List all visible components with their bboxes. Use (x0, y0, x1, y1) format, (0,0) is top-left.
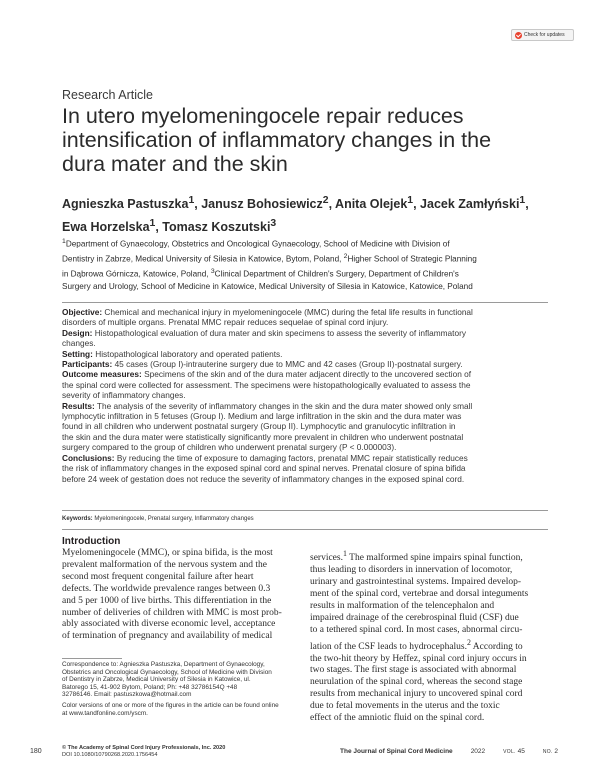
body-text: services. (310, 553, 343, 564)
issue-label: NO. (542, 749, 553, 755)
author-name: Janusz Bohosiewicz (201, 197, 323, 212)
author-affiliation-sup: 1 (519, 195, 526, 206)
author-name: Tomasz Koszutski (162, 220, 271, 235)
body-text-line (310, 548, 548, 565)
copyright-block (62, 745, 225, 759)
body-text-line (310, 637, 548, 654)
abstract-section-label: Results: (62, 400, 95, 411)
intro-column-left (62, 548, 298, 643)
body-text: results in malformation of the telencephalon and (310, 600, 495, 611)
abstract-text: changes. (62, 338, 96, 349)
abstract-text: disorders of multiple organs. Prenatal MMC repair reduces sequelae of spinal cord injury. (62, 317, 389, 328)
affiliation-text: Clinical Department of Children's Surgery, Department of Children's (214, 269, 459, 279)
check-for-updates-button[interactable] (511, 29, 574, 41)
body-text-line (310, 625, 548, 637)
abstract-line (62, 432, 548, 442)
body-text-line: Myelomeningocele (MMC), or spina bifida, is the most (62, 548, 273, 558)
affiliation-line (62, 281, 547, 293)
keywords-text: Myelomeningocele, Prenatal surgery, Inflammatory changes (92, 516, 254, 522)
footnote-line: of Dentistry in Zabrze, Medical University of Silesia in Katowice, ul. (62, 676, 251, 684)
body-text: the two-hit theory by Heffez, spinal cord injury occurs in (310, 653, 527, 664)
abstract-text: Chemical and mechanical injury in myelomeningocele (MMC) during the fetal life results in functional (102, 307, 473, 317)
author-line: Agnieszka Pastuszka$^1$, Janusz Bohosiewicz$^2$, Anita Olejek$^1$, Jacek Zamłyński$^1$, (62, 195, 529, 212)
author-list (62, 191, 562, 237)
abstract-text: The analysis of the severity of inflammatory changes in the skin and the dura mater showed only small (94, 400, 473, 411)
affiliations (62, 236, 547, 293)
body-text-line (310, 565, 548, 577)
affiliation-text: Surgery and Urology, School of Medicine in Katowice, Medical University of Silesia in Katowice, Katowice, Poland (62, 281, 473, 291)
volume-label: VOL. (503, 749, 516, 755)
body-text: neurulation of the spinal cord, whereas the second stage (310, 677, 523, 688)
body-text-line: prevalent malformation of the nervous system and the (62, 559, 267, 570)
journal-year: 2022 (470, 748, 486, 755)
keywords (62, 516, 254, 522)
color-note-line: at www.tandfonline.com/yscm. (62, 709, 148, 717)
body-text-line: number of deliveries of children with MMC is most prob- (62, 607, 282, 618)
abstract-line (62, 380, 548, 390)
abstract-text: 45 cases (Group I)-intrauterine surgery due to MMC and 42 cases (Group II)-postnatal surgery. (112, 359, 463, 370)
abstract-text: the spinal cord were collected for assessment. The specimens were histopathologically evaluated to assess the (62, 379, 471, 390)
abstract-line (62, 421, 548, 431)
affiliation-line (62, 266, 547, 281)
doi-line: DOI 10.1080/10790268.2020.1756454 (62, 752, 158, 758)
affiliation-sup: 2 (343, 252, 348, 260)
footnote-line: Batorego 15, 41-902 Bytom, Poland; Ph: +48 32786154Q +48 (62, 683, 238, 691)
article-type: Research Article (62, 88, 154, 102)
affiliation-line (62, 236, 547, 251)
abstract-text: Specimens of the skin and of the dura mater adjacent directly to the uncovered section of (141, 369, 472, 380)
affiliation-text: in Dąbrowa Górnicza, Katowice, Poland, (62, 269, 211, 279)
abstract-line (62, 401, 548, 411)
footnote-line: Correspondence to: Agnieszka Pastuszka, Department of Gynaecology, (62, 661, 265, 668)
body-text: impaired drainage of the cerebrospinal fluid (CSF) due (310, 612, 519, 623)
affiliation-text: Higher School of Strategic Planning (347, 254, 477, 264)
abstract-line (62, 474, 548, 484)
update-check-icon (515, 32, 522, 39)
abstract-section-label: Design: (62, 327, 93, 338)
abstract-section-label: Outcome measures: (62, 369, 142, 380)
author-affiliation-sup: 1 (188, 195, 195, 206)
journal-footer (340, 748, 558, 755)
abstract-text: the risk of inflammatory changes in the exposed spinal cord and spinal nerves. Prenatal closure of spina bifida (62, 463, 466, 474)
title-line: dura mater and the skin (62, 152, 288, 176)
abstract-line (62, 359, 548, 369)
author-name: Jacek Zamłyński (420, 197, 520, 212)
abstract-text: severity of inflammatory changes. (62, 390, 186, 401)
author-affiliation-sup: 1 (149, 218, 156, 230)
author-name: Anita Olejek (335, 197, 408, 212)
page-number: 180 (30, 748, 42, 755)
paper-title (62, 104, 562, 176)
abstract-text: surgery compared to the group of children who underwent prenatal surgery (P < 0.000003). (62, 442, 397, 453)
body-text: to a tethered spinal cord. In most cases, abnormal circu- (310, 624, 523, 635)
abstract-top-rule (62, 302, 548, 303)
body-text-line (310, 665, 548, 677)
body-text-line (310, 613, 548, 625)
abstract-line (62, 338, 548, 348)
color-note-line: Color versions of one or more of the figures in the article can be found online (62, 701, 279, 709)
author-affiliation-sup: 2 (322, 195, 329, 206)
abstract-line (62, 411, 548, 421)
body-text-line: ably associated with diverse economic level, acceptance (62, 619, 276, 630)
body-text: due to fetal movements in the uterus and the toxic (310, 701, 500, 712)
abstract-section-label: Participants: (62, 359, 113, 370)
footnote-line: 32786146. Email: pastuszkowa@hotmail.com (62, 691, 192, 699)
body-text-line: of termination of pregnancy and availability of medical (62, 631, 273, 642)
abstract-line (62, 453, 548, 463)
body-text: two stages. The first stage is associated with abnormal (310, 665, 517, 676)
title-line: intensification of inflammatory changes in the (62, 128, 492, 152)
body-text-line (310, 701, 548, 713)
abstract-line (62, 390, 548, 400)
abstract-section-label: Objective: (62, 307, 103, 317)
body-text-line (310, 601, 548, 613)
author-name: Agnieszka Pastuszka (62, 197, 189, 212)
title-line: In utero myelomeningocele repair reduces (62, 104, 464, 128)
abstract-text: found in all children who underwent postnatal surgery (Group II). Lymphocytic and granulocytic infiltration in (62, 421, 456, 432)
abstract-text: the skin and the dura mater were statistically significantly more prevalent in children who underwent postnatal (62, 431, 464, 442)
body-text: effect of the amniotic fluid on the spinal cord. (310, 713, 485, 724)
check-for-updates-label: Check for updates (524, 32, 565, 38)
intro-column-right (310, 548, 548, 725)
volume-number: 45 (517, 748, 525, 755)
copyright-line: © The Academy of Spinal Cord Injury Professionals, Inc. 2020 (62, 745, 226, 751)
abstract-line (62, 442, 548, 452)
affiliation-text: Department of Gynaecology, Obstetrics and Oncological Gynaecology, School of Medicine with Division of (65, 239, 450, 249)
introduction-heading: Introduction (62, 536, 121, 547)
body-text: According to (470, 641, 523, 652)
body-text: urinary and gastrointestinal systems. Impaired develop- (310, 576, 522, 587)
abstract-text: lymphocytic infiltration in 5 fetuses (Group I). Medium and large infiltration in the skin and the dura mater was (62, 411, 462, 422)
body-text-line: second most frequent congenital failure after heart (62, 571, 254, 582)
body-text-line (310, 654, 548, 666)
abstract-section-label: Conclusions: (62, 452, 115, 463)
body-text-line (310, 689, 548, 701)
reference-citation: 1 (342, 549, 347, 558)
abstract-text: By reducing the time of exposure to damaging factors, prenatal MMC repair statistically reduces (114, 452, 468, 463)
abstract-line (62, 328, 548, 338)
abstract-text: Histopathological evaluation of dura mater and skin specimens to assess the severity of inflammatory (92, 327, 466, 338)
keywords-label: Keywords: (62, 516, 93, 522)
affiliation-line (62, 251, 547, 266)
abstract-line (62, 369, 548, 379)
keywords-rule (62, 529, 548, 530)
body-text: results from mechanical injury to uncovered spinal cord (310, 689, 523, 700)
abstract-section-label: Setting: (62, 348, 93, 359)
body-text: The malformed spine impairs spinal function, (346, 553, 523, 564)
reference-citation: 2 (467, 637, 471, 647)
footnote-line: Obstetrics and Oncological Gynaecology, School of Medicine with Division (62, 668, 272, 676)
abstract-line (62, 463, 548, 473)
body-text-line (310, 713, 548, 725)
body-text-line: and 5 per 1000 of live births. This differentiation in the (62, 595, 272, 606)
body-text-line: defects. The worldwide prevalence ranges between 0.3 (62, 583, 271, 594)
abstract-bottom-rule (62, 510, 548, 511)
body-text: ment of the spinal cord, vertebrae and dorsal integuments (310, 588, 529, 599)
abstract-line (62, 349, 548, 359)
issue-number: 2 (554, 748, 559, 755)
correspondence-footnote (62, 661, 298, 717)
abstract-text: before 24 week of gestation does not reduce the severity of inflammatory changes in the exposed spinal cord. (62, 473, 465, 484)
body-text-line (310, 677, 548, 689)
affiliation-sup: 1 (62, 238, 66, 245)
body-text-line (310, 577, 548, 589)
author-name: Ewa Horzelska (62, 220, 150, 235)
abstract (62, 307, 548, 484)
body-text: thus leading to disorders in innervation of locomotor, (310, 565, 513, 576)
abstract-line (62, 317, 548, 327)
affiliation-text: Dentistry in Zabrze, Medical University of Silesia in Katowice, Bytom, Poland, (62, 254, 344, 264)
abstract-text: Histopathological laboratory and operated patients. (92, 348, 283, 359)
author-affiliation-sup: 3 (270, 218, 277, 230)
body-text: lation of the CSF leads to hydrocephalus. (310, 641, 467, 652)
journal-name: The Journal of Spinal Cord Medicine (340, 748, 453, 755)
author-line: Ewa Horzelska$^1$, Tomasz Koszutski$^3$ (62, 218, 277, 235)
affiliation-sup: 3 (210, 267, 215, 275)
author-affiliation-sup: 1 (407, 195, 414, 206)
body-text-line (310, 589, 548, 601)
abstract-line (62, 307, 548, 317)
footnote-rule (62, 658, 122, 659)
